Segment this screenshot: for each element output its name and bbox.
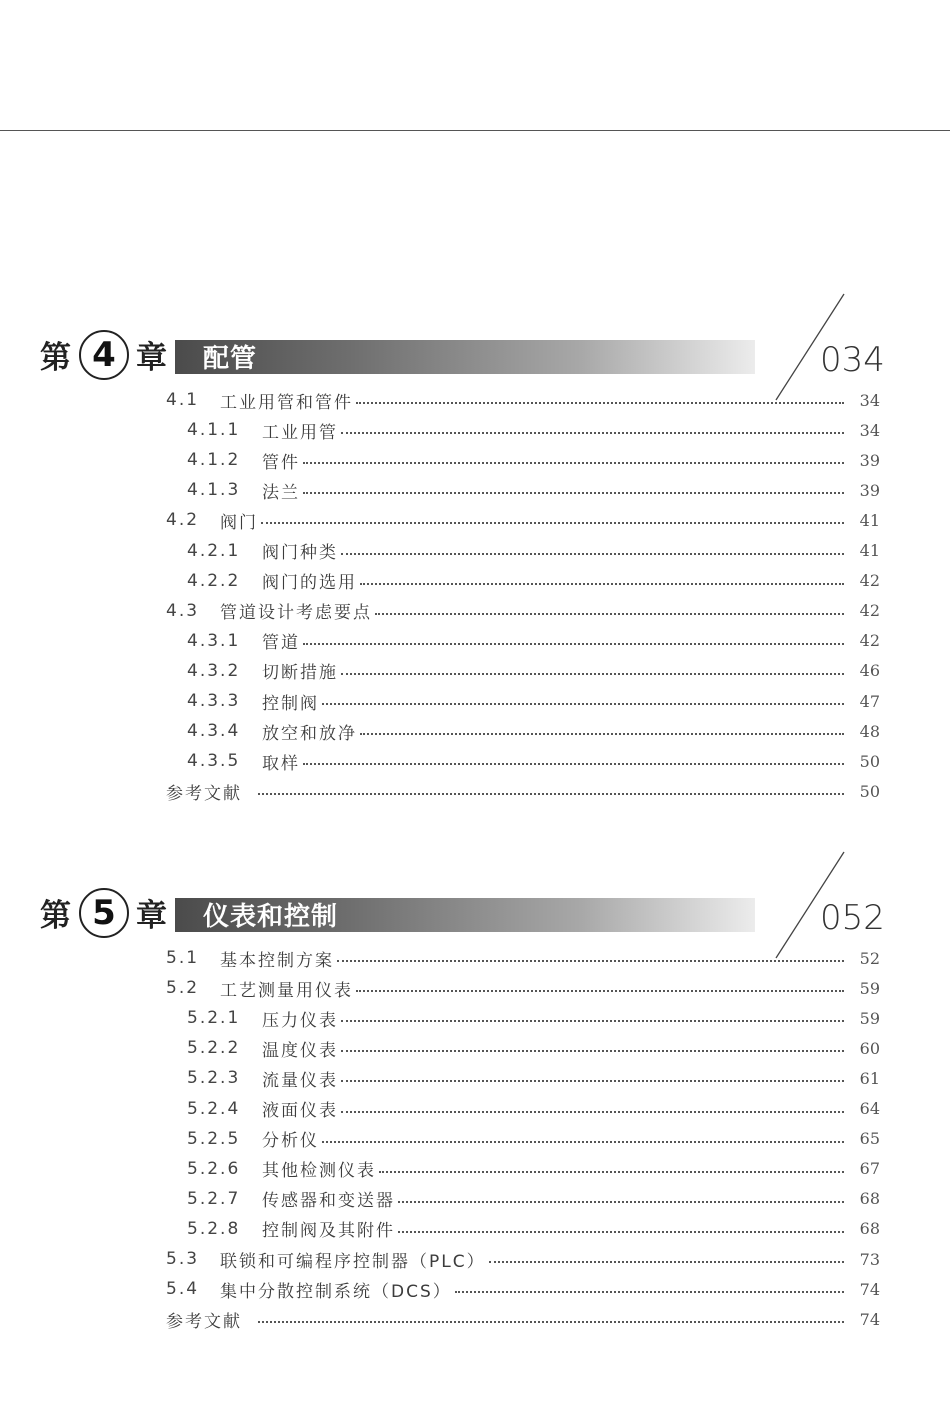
dot-leader xyxy=(261,522,844,524)
dot-leader xyxy=(303,462,844,464)
toc-entry-title: 管道 xyxy=(262,633,300,654)
toc-entry[interactable] xyxy=(166,596,880,626)
toc-entry[interactable] xyxy=(166,776,880,806)
dot-leader xyxy=(398,1231,844,1233)
toc-entry-page: 67 xyxy=(859,1159,880,1179)
toc-entry-page: 73 xyxy=(859,1249,880,1269)
toc-entry[interactable] xyxy=(187,1003,880,1033)
toc-entry[interactable] xyxy=(187,656,880,686)
dot-leader xyxy=(455,1291,844,1293)
toc-entry-number: 4.3.2 xyxy=(187,660,241,681)
toc-entry-page: 60 xyxy=(859,1038,880,1058)
toc-entry-number: 4.1.2 xyxy=(187,450,241,471)
chapter-5-heading xyxy=(0,868,950,948)
toc-entry[interactable] xyxy=(166,1304,880,1334)
toc-entry-number: 5.2.2 xyxy=(187,1038,241,1059)
toc-entry[interactable] xyxy=(187,475,880,505)
toc-entry-number: 4.1 xyxy=(166,390,200,410)
chapter-title: 仪表和控制 xyxy=(203,902,339,932)
dot-leader xyxy=(341,1111,844,1113)
dot-leader xyxy=(341,673,844,675)
dot-leader xyxy=(341,432,844,434)
toc-entry-page: 68 xyxy=(859,1189,880,1209)
toc-entry-title: 控制阀 xyxy=(262,693,319,714)
toc-entry-page: 42 xyxy=(859,571,880,591)
toc-entry-page: 52 xyxy=(859,948,880,968)
chapter-4-heading xyxy=(0,310,950,390)
dot-leader xyxy=(379,1171,844,1173)
toc-entry[interactable] xyxy=(187,1184,880,1214)
toc-entry-number: 4.3.4 xyxy=(187,721,241,742)
toc-entry-title: 工业用管 xyxy=(262,422,338,443)
dot-leader xyxy=(303,763,844,765)
toc-entry[interactable] xyxy=(166,943,880,973)
toc-entry-page: 59 xyxy=(859,978,880,998)
toc-entry-page: 74 xyxy=(859,1309,880,1329)
toc-entry-page: 39 xyxy=(859,480,880,500)
toc-entry-page: 59 xyxy=(859,1008,880,1028)
toc-entry-title: 控制阀及其附件 xyxy=(262,1221,395,1242)
toc-entry[interactable] xyxy=(187,566,880,596)
dot-leader xyxy=(489,1261,844,1263)
toc-entry-number: 4.2.1 xyxy=(187,540,241,561)
toc-entry[interactable] xyxy=(187,415,880,445)
toc-entry-page: 64 xyxy=(859,1099,880,1118)
toc-entry-title: 压力仪表 xyxy=(262,1010,338,1031)
toc-entry-number: 5.2.7 xyxy=(187,1188,241,1209)
toc-entry-page: 65 xyxy=(859,1129,880,1149)
chapter-number-badge: 5 xyxy=(79,888,129,938)
toc-entry-page: 42 xyxy=(859,631,880,651)
dot-leader xyxy=(356,402,844,404)
toc-entry[interactable] xyxy=(166,385,880,415)
toc-entry-title: 工艺测量用仪表 xyxy=(220,980,353,1001)
toc-entry[interactable] xyxy=(187,1124,880,1154)
toc-entry[interactable] xyxy=(166,1244,880,1274)
toc-entry-number: 5.2.8 xyxy=(187,1218,241,1239)
toc-entry[interactable] xyxy=(166,1274,880,1304)
toc-entry-title: 参考文献 xyxy=(166,1311,242,1332)
toc-entry-number: 5.2.5 xyxy=(187,1128,241,1149)
toc-entry[interactable] xyxy=(187,1063,880,1093)
toc-entry-number: 4.1.1 xyxy=(187,420,241,441)
dot-leader xyxy=(360,733,844,735)
toc-entry-page: 50 xyxy=(859,781,880,801)
toc-entry-number: 5.2.1 xyxy=(187,1008,241,1029)
toc-entry-title: 阀门的选用 xyxy=(262,573,357,594)
toc-entry[interactable] xyxy=(187,626,880,656)
toc-entry-page: 68 xyxy=(859,1219,880,1239)
toc-entry-title: 阀门种类 xyxy=(262,543,338,563)
chapter-suffix: 章 xyxy=(136,340,167,376)
toc-entry-title: 阀门 xyxy=(220,512,258,533)
toc-entry-number: 5.2.3 xyxy=(187,1068,241,1089)
toc-entry-page: 42 xyxy=(859,601,880,621)
dot-leader xyxy=(341,1080,844,1082)
dot-leader xyxy=(360,583,844,585)
toc-entry-number: 4.2.2 xyxy=(187,570,241,591)
toc-entry-number: 4.2 xyxy=(166,510,200,531)
dot-leader xyxy=(303,492,844,494)
chapter-title-bar xyxy=(175,340,755,374)
toc-entry-title: 集中分散控制系统（DCS） xyxy=(220,1281,452,1302)
toc-entry[interactable] xyxy=(187,746,880,776)
dot-leader xyxy=(341,1020,844,1022)
toc-entry-number: 5.2.6 xyxy=(187,1158,241,1179)
toc-entry[interactable] xyxy=(187,1094,880,1124)
toc-entry-number: 4.3 xyxy=(166,600,200,621)
dot-leader xyxy=(341,553,844,555)
toc-entry-number: 4.3.5 xyxy=(187,751,241,772)
toc-entry[interactable] xyxy=(166,973,880,1003)
toc-entry-page: 46 xyxy=(859,661,880,681)
dot-leader xyxy=(375,613,844,615)
chapter-prefix: 第 xyxy=(40,340,71,376)
chapter-suffix: 章 xyxy=(136,898,167,934)
toc-entry[interactable] xyxy=(187,1033,880,1063)
toc-entry-title: 放空和放净 xyxy=(262,723,357,744)
toc-entry-page: 74 xyxy=(859,1279,880,1299)
chapter-start-page: 052 xyxy=(820,898,885,938)
dot-leader xyxy=(356,990,844,992)
toc-entry-title: 法兰 xyxy=(262,482,300,503)
toc-entry-page: 41 xyxy=(859,541,880,560)
toc-entry-title: 基本控制方案 xyxy=(220,950,334,971)
toc-entry[interactable] xyxy=(166,505,880,535)
toc-entry-title: 液面仪表 xyxy=(262,1101,338,1121)
toc-entry-number: 5.3 xyxy=(166,1249,200,1269)
dot-leader xyxy=(398,1201,844,1203)
chapter-number-badge: 4 xyxy=(79,330,129,380)
toc-entry[interactable] xyxy=(187,536,880,566)
toc-entry-title: 工业用管和管件 xyxy=(220,392,353,413)
toc-entry-title: 传感器和变送器 xyxy=(262,1191,395,1212)
toc-entry-number: 4.1.3 xyxy=(187,480,241,501)
toc-entry-title: 其他检测仪表 xyxy=(262,1161,376,1182)
header-rule xyxy=(0,130,950,131)
toc-entry-title: 温度仪表 xyxy=(262,1040,338,1061)
toc-entry-number: 4.3.3 xyxy=(187,691,241,711)
dot-leader xyxy=(341,1050,844,1052)
toc-entry[interactable] xyxy=(187,445,880,475)
dot-leader xyxy=(322,1141,844,1143)
dot-leader xyxy=(258,793,844,795)
chapter-prefix: 第 xyxy=(40,898,71,934)
toc-entry-page: 39 xyxy=(859,450,880,470)
toc-entry[interactable] xyxy=(187,1154,880,1184)
toc-entry-number: 4.3.1 xyxy=(187,630,241,651)
toc-entry-title: 取样 xyxy=(262,753,300,774)
toc-entry-title: 管道设计考虑要点 xyxy=(220,603,372,624)
toc-entry-title: 分析仪 xyxy=(262,1131,319,1152)
toc-entry-page: 61 xyxy=(859,1068,880,1088)
toc-entry[interactable] xyxy=(187,1214,880,1244)
toc-entry-page: 47 xyxy=(859,691,880,711)
chapter-title: 配管 xyxy=(203,344,258,374)
toc-entry-page: 34 xyxy=(859,420,880,440)
toc-entry-title: 联锁和可编程序控制器（PLC） xyxy=(220,1251,486,1272)
dot-leader xyxy=(322,703,844,705)
dot-leader xyxy=(337,960,844,962)
toc-entry-title: 参考文献 xyxy=(166,783,242,804)
toc-entry-number: 5.4 xyxy=(166,1279,200,1300)
toc-entry-title: 管件 xyxy=(262,452,300,473)
toc-entry-number: 5.1 xyxy=(166,948,200,968)
toc-entry-page: 48 xyxy=(859,721,880,741)
toc-entry-page: 50 xyxy=(859,751,880,771)
chapter-start-page: 034 xyxy=(820,340,885,380)
toc-entry-number: 5.2.4 xyxy=(187,1098,241,1119)
toc-entry[interactable] xyxy=(187,716,880,746)
toc-entry-number: 5.2 xyxy=(166,978,200,999)
toc-entry-title: 切断措施 xyxy=(262,663,338,684)
toc-entry-page: 34 xyxy=(859,390,880,410)
toc-entry-title: 流量仪表 xyxy=(262,1070,338,1091)
toc-entry-page: 41 xyxy=(859,510,880,530)
dot-leader xyxy=(258,1321,844,1323)
toc-entry[interactable] xyxy=(187,686,880,716)
dot-leader xyxy=(303,643,844,645)
